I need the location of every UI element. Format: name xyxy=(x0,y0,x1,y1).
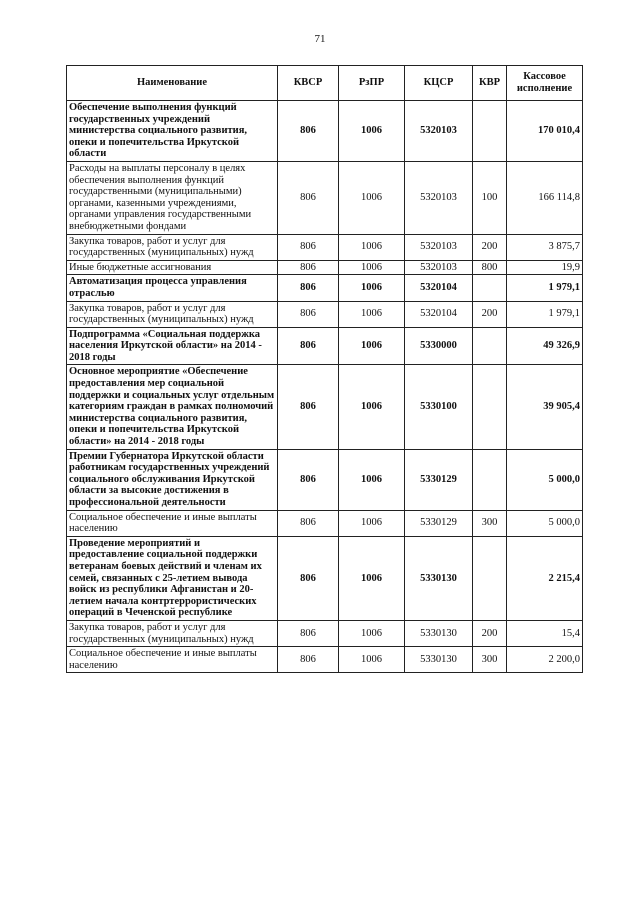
row-kcsr-cell: 5320103 xyxy=(405,161,473,234)
table-row xyxy=(67,647,583,673)
header-kvr: КВР xyxy=(473,66,507,101)
row-amount-cell: 49 326,9 xyxy=(507,327,583,365)
row-kvr-cell: 200 xyxy=(473,620,507,646)
row-amount-cell: 19,9 xyxy=(507,260,583,275)
row-kvsr-cell: 806 xyxy=(278,161,339,234)
row-kvsr-cell: 806 xyxy=(278,536,339,620)
row-kvsr-cell: 806 xyxy=(278,620,339,646)
row-name-cell: Премии Губернатора Иркутской области работникам государственных учреждений социального обслуживания Иркутской области за высокие достижения в профессиональной деятельности xyxy=(67,449,278,510)
table-row xyxy=(67,260,583,275)
row-kcsr-cell: 5330129 xyxy=(405,449,473,510)
row-name-cell: Проведение мероприятий и предоставление социальной поддержки ветеранам боевых действий и членам их семей, связанных с 25-летием вывода войск из республики Афганистан и 20-летием начала контртеррористических операций в Чеченской республике xyxy=(67,536,278,620)
row-name-cell: Обеспечение выполнения функций государственных учреждений министерства социального развития, опеки и попечительства Иркутской области xyxy=(67,101,278,162)
row-kvr-cell: 800 xyxy=(473,260,507,275)
row-rzpr-cell: 1006 xyxy=(339,449,405,510)
row-amount-cell: 1 979,1 xyxy=(507,301,583,327)
row-kcsr-cell: 5330130 xyxy=(405,620,473,646)
row-name-cell: Закупка товаров, работ и услуг для государственных (муниципальных) нужд xyxy=(67,620,278,646)
row-kvr-cell: 300 xyxy=(473,647,507,673)
row-kcsr-cell: 5330130 xyxy=(405,536,473,620)
row-name-cell: Автоматизация процесса управления отраслью xyxy=(67,275,278,301)
row-kvr-cell xyxy=(473,449,507,510)
row-name-cell: Социальное обеспечение и иные выплаты населению xyxy=(67,510,278,536)
table-row xyxy=(67,301,583,327)
row-kvsr-cell: 806 xyxy=(278,510,339,536)
row-kvsr-cell: 806 xyxy=(278,449,339,510)
row-amount-cell: 166 114,8 xyxy=(507,161,583,234)
row-amount-cell: 5 000,0 xyxy=(507,510,583,536)
row-kvsr-cell: 806 xyxy=(278,647,339,673)
row-kcsr-cell: 5320103 xyxy=(405,101,473,162)
row-kcsr-cell: 5320103 xyxy=(405,260,473,275)
row-rzpr-cell: 1006 xyxy=(339,260,405,275)
row-kvsr-cell: 806 xyxy=(278,301,339,327)
row-rzpr-cell: 1006 xyxy=(339,327,405,365)
row-name-cell: Расходы на выплаты персоналу в целях обеспечения выполнения функций государственными (муниципальными) органами, казенными учреждениями, органами управления государственными внебюджетными фондами xyxy=(67,161,278,234)
header-kvsr: КВСР xyxy=(278,66,339,101)
row-kvsr-cell: 806 xyxy=(278,275,339,301)
row-kvsr-cell: 806 xyxy=(278,327,339,365)
row-kvr-cell: 100 xyxy=(473,161,507,234)
row-kcsr-cell: 5320104 xyxy=(405,301,473,327)
table-header-row xyxy=(67,66,583,101)
row-rzpr-cell: 1006 xyxy=(339,161,405,234)
row-kvsr-cell: 806 xyxy=(278,365,339,449)
table-row xyxy=(67,510,583,536)
row-rzpr-cell: 1006 xyxy=(339,101,405,162)
header-rzpr: РзПР xyxy=(339,66,405,101)
row-rzpr-cell: 1006 xyxy=(339,365,405,449)
row-kcsr-cell: 5330000 xyxy=(405,327,473,365)
row-kcsr-cell: 5330129 xyxy=(405,510,473,536)
row-rzpr-cell: 1006 xyxy=(339,275,405,301)
row-name-cell: Закупка товаров, работ и услуг для государственных (муниципальных) нужд xyxy=(67,301,278,327)
table-row xyxy=(67,101,583,162)
row-kvr-cell: 200 xyxy=(473,301,507,327)
row-amount-cell: 1 979,1 xyxy=(507,275,583,301)
page-number: 71 xyxy=(314,33,326,45)
row-kvsr-cell: 806 xyxy=(278,101,339,162)
row-name-cell: Закупка товаров, работ и услуг для государственных (муниципальных) нужд xyxy=(67,234,278,260)
row-name-cell: Иные бюджетные ассигнования xyxy=(67,260,278,275)
row-rzpr-cell: 1006 xyxy=(339,234,405,260)
row-kcsr-cell: 5320104 xyxy=(405,275,473,301)
row-rzpr-cell: 1006 xyxy=(339,536,405,620)
row-amount-cell: 2 215,4 xyxy=(507,536,583,620)
row-kcsr-cell: 5330100 xyxy=(405,365,473,449)
row-kvsr-cell: 806 xyxy=(278,234,339,260)
row-kvr-cell xyxy=(473,275,507,301)
table-body xyxy=(67,101,583,673)
table-row xyxy=(67,327,583,365)
row-amount-cell: 3 875,7 xyxy=(507,234,583,260)
row-amount-cell: 170 010,4 xyxy=(507,101,583,162)
row-rzpr-cell: 1006 xyxy=(339,510,405,536)
table-row xyxy=(67,365,583,449)
row-kvr-cell: 200 xyxy=(473,234,507,260)
row-name-cell: Подпрограмма «Социальная поддержка населения Иркутской области» на 2014 - 2018 годы xyxy=(67,327,278,365)
row-kcsr-cell: 5330130 xyxy=(405,647,473,673)
table-row xyxy=(67,536,583,620)
table-row xyxy=(67,161,583,234)
table-row xyxy=(67,275,583,301)
table-row xyxy=(67,620,583,646)
header-execution: Кассовое исполнение xyxy=(507,66,583,101)
row-rzpr-cell: 1006 xyxy=(339,301,405,327)
header-kcsr: КЦСР xyxy=(405,66,473,101)
row-kvr-cell xyxy=(473,101,507,162)
table-row xyxy=(67,449,583,510)
row-kcsr-cell: 5320103 xyxy=(405,234,473,260)
row-kvr-cell xyxy=(473,365,507,449)
row-amount-cell: 2 200,0 xyxy=(507,647,583,673)
row-amount-cell: 39 905,4 xyxy=(507,365,583,449)
row-amount-cell: 15,4 xyxy=(507,620,583,646)
row-name-cell: Социальное обеспечение и иные выплаты населению xyxy=(67,647,278,673)
budget-table xyxy=(66,65,583,673)
row-kvr-cell: 300 xyxy=(473,510,507,536)
row-name-cell: Основное мероприятие «Обеспечение предоставления мер социальной поддержки и социальных услуг отдельным категориям граждан в рамках полномочий министерства социального развития, опеки и попечительства Иркутской области» на 2014 - 2018 годы xyxy=(67,365,278,449)
row-rzpr-cell: 1006 xyxy=(339,620,405,646)
row-kvsr-cell: 806 xyxy=(278,260,339,275)
header-name: Наименование xyxy=(67,66,278,101)
row-kvr-cell xyxy=(473,327,507,365)
row-rzpr-cell: 1006 xyxy=(339,647,405,673)
table-row xyxy=(67,234,583,260)
row-amount-cell: 5 000,0 xyxy=(507,449,583,510)
row-kvr-cell xyxy=(473,536,507,620)
